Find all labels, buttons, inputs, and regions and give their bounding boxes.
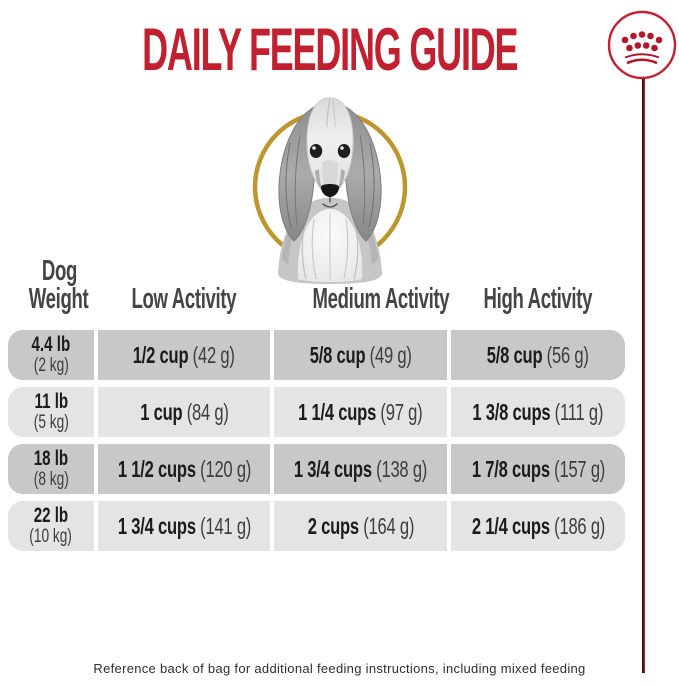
feeding-table: [8, 330, 625, 551]
weight-lb: 4.4 lb: [31, 333, 71, 356]
weight-cell: [8, 501, 94, 551]
high-activity-cell: [451, 501, 625, 551]
cups-amount: 1 3/8 cups: [472, 398, 551, 425]
page-title-text: DAILY FEEDING GUIDE: [142, 16, 518, 83]
low-activity-cell: [98, 330, 270, 380]
grams-amount: (141 g): [199, 512, 251, 539]
medium-activity-cell: [274, 444, 447, 494]
grams-amount: (84 g): [186, 398, 229, 425]
weight-lb: 18 lb: [33, 447, 69, 470]
medium-activity-cell: [274, 387, 447, 437]
grams-amount: (56 g): [546, 341, 589, 368]
grams-amount: (138 g): [376, 455, 428, 482]
weight-cell: [8, 330, 94, 380]
dog-weight-line2: Weight: [29, 282, 89, 315]
weight-kg: (2 kg): [33, 355, 69, 377]
column-header-low-activity: Low Activity: [131, 282, 237, 315]
cups-amount: 1/2 cup: [133, 341, 189, 368]
cups-amount: 1 3/4 cups: [117, 512, 196, 539]
dachshund-portrait-image: [230, 87, 430, 287]
weight-kg: (10 kg): [29, 526, 73, 548]
table-row: [8, 501, 625, 551]
weight-cell: [8, 444, 94, 494]
high-activity-cell: [451, 330, 625, 380]
cups-amount: 1 cup: [139, 398, 182, 425]
grams-amount: (111 g): [554, 398, 604, 425]
table-header-row: [8, 255, 625, 315]
low-activity-cell: [98, 444, 270, 494]
grams-amount: (49 g): [369, 341, 412, 368]
table-row: [8, 330, 625, 380]
footer-note: Reference back of bag for additional feeding instructions, including mixed feeding: [93, 661, 586, 676]
dog-weight-line1: Dog: [41, 255, 77, 287]
royal-canin-crown-icon: [604, 8, 679, 84]
cups-amount: 5/8 cup: [487, 341, 543, 368]
high-activity-cell: [451, 444, 625, 494]
weight-lb: 22 lb: [33, 504, 69, 527]
cups-amount: 1 1/4 cups: [298, 398, 377, 425]
low-activity-cell: [98, 387, 270, 437]
cups-amount: 1 1/2 cups: [117, 455, 196, 482]
weight-cell: [8, 387, 94, 437]
weight-kg: (8 kg): [33, 469, 69, 491]
grams-amount: (97 g): [380, 398, 423, 425]
medium-activity-cell: [274, 501, 447, 551]
grams-amount: (186 g): [553, 512, 605, 539]
table-row: [8, 444, 625, 494]
cups-amount: 2 1/4 cups: [471, 512, 550, 539]
column-header-medium-activity: Medium Activity: [312, 282, 450, 315]
grams-amount: (157 g): [553, 455, 605, 482]
grams-amount: (42 g): [192, 341, 235, 368]
cups-amount: 2 cups: [307, 512, 359, 539]
cups-amount: 1 7/8 cups: [471, 455, 550, 482]
vertical-brand-rule: [642, 79, 645, 673]
column-header-dog-weight: [8, 255, 94, 315]
weight-lb: 11 lb: [34, 390, 68, 413]
medium-activity-cell: [274, 330, 447, 380]
grams-amount: (164 g): [362, 512, 414, 539]
table-row: [8, 387, 625, 437]
low-activity-cell: [98, 501, 270, 551]
column-header-high-activity: High Activity: [483, 282, 593, 315]
cups-amount: 5/8 cup: [309, 341, 366, 368]
cups-amount: 1 3/4 cups: [293, 455, 372, 482]
weight-kg: (5 kg): [33, 412, 69, 434]
page-title: [0, 16, 660, 83]
grams-amount: (120 g): [199, 455, 251, 482]
high-activity-cell: [451, 387, 625, 437]
